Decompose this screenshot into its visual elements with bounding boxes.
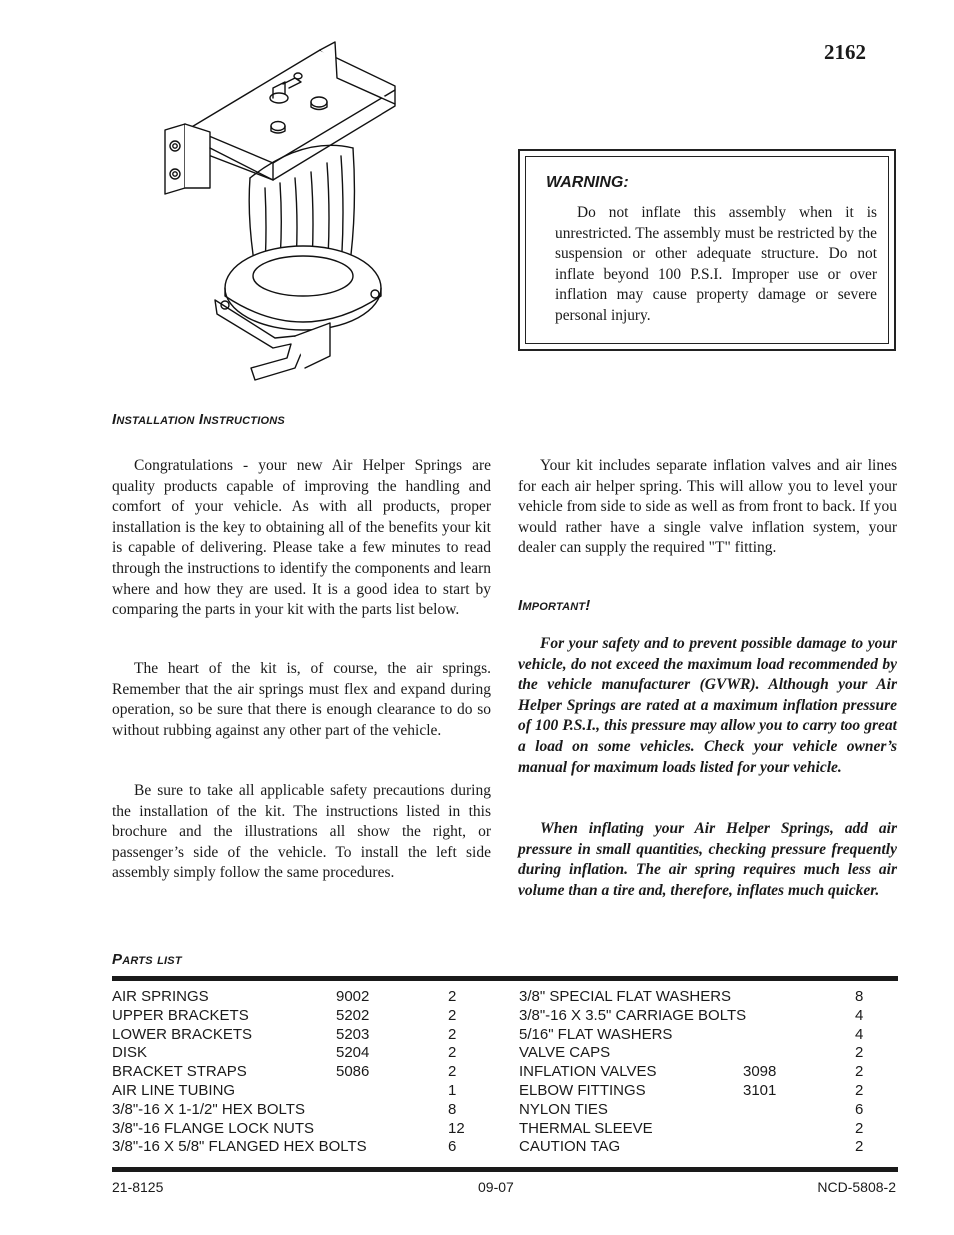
- parts-list-row: [112, 1138, 492, 1157]
- part-name: 3/8"-16 FLANGE LOCK NUTS: [112, 1119, 315, 1137]
- part-quantity: 4: [855, 1025, 864, 1043]
- part-number: 5086: [336, 1063, 370, 1081]
- installation-paragraph: Your kit includes separate inflation valves and air lines for each air helper spring. This will allow you to level your vehicle from side to side as well as from front to back. If you would rather have a single valve inflation system, your dealer can supply the required "T" fitting.: [518, 457, 897, 557]
- footer-form-number: 21-8125: [112, 1179, 164, 1195]
- part-name: DISK: [112, 1044, 148, 1062]
- parts-list-row: [519, 1026, 869, 1045]
- part-name: THERMAL SLEEVE: [519, 1119, 653, 1137]
- part-quantity: 2: [448, 1044, 457, 1062]
- document-number: 2162: [824, 40, 866, 64]
- part-name: 3/8"-16 X 3.5" CARRIAGE BOLTS: [519, 1006, 747, 1024]
- part-quantity: 8: [855, 988, 864, 1005]
- installation-paragraph: The heart of the kit is, of course, the air springs. Remember that the air springs must flex and expand during operation, so be sure that there is enough clearance to do so without rubbing against any other part of the vehicle.: [112, 660, 491, 739]
- part-quantity: 2: [855, 1119, 864, 1137]
- warning-text: Do not inflate this assembly when it is unrestricted. The assembly must be restricted by the suspension or other adequate structure. Do not inflate beyond 100 P.S.I. Improper use or over inflation may cause property damage or severe personal injury.: [555, 204, 877, 324]
- part-quantity: 6: [448, 1138, 457, 1156]
- important-paragraph: When inflating your Air Helper Springs, add air pressure in small quantities, checking pressure frequently during inflation. The air spring requires much less air volume than a tire and, therefore, inflates much quicker.: [518, 820, 897, 899]
- part-quantity: 2: [855, 1138, 864, 1156]
- part-quantity: 12: [448, 1119, 465, 1137]
- part-name: CAUTION TAG: [519, 1138, 621, 1156]
- footer-date: 09-07: [478, 1179, 514, 1195]
- important-heading: Important!: [518, 597, 591, 614]
- part-quantity: 2: [448, 1063, 457, 1081]
- parts-list-row: [519, 1082, 869, 1101]
- part-number: 3098: [743, 1063, 777, 1081]
- part-name: 3/8" SPECIAL FLAT WASHERS: [519, 988, 732, 1005]
- part-number: 3101: [743, 1081, 777, 1099]
- part-name: AIR LINE TUBING: [112, 1081, 236, 1099]
- part-name: 3/8"-16 X 1-1/2" HEX BOLTS: [112, 1100, 305, 1118]
- part-quantity: 6: [855, 1100, 864, 1118]
- part-name: BRACKET STRAPS: [112, 1063, 247, 1081]
- part-name: UPPER BRACKETS: [112, 1006, 249, 1024]
- part-quantity: 2: [855, 1063, 864, 1081]
- part-number: 9002: [336, 988, 370, 1005]
- part-name: NYLON TIES: [519, 1100, 608, 1118]
- part-name: VALVE CAPS: [519, 1044, 611, 1062]
- parts-list-row: [519, 1120, 869, 1139]
- parts-list-row: [112, 1063, 492, 1082]
- parts-list-right-column: [519, 988, 869, 1157]
- warning-title: WARNING:: [546, 174, 629, 191]
- part-number: 5204: [336, 1044, 370, 1062]
- part-quantity: 2: [448, 1025, 457, 1043]
- parts-list-row: [519, 1044, 869, 1063]
- part-quantity: 2: [855, 1081, 864, 1099]
- part-name: INFLATION VALVES: [519, 1063, 657, 1081]
- part-number: 5202: [336, 1006, 370, 1024]
- important-paragraph: For your safety and to prevent possible damage to your vehicle, do not exceed the maximum load recommended by the vehicle manufacturer (GVWR). Although your Air Helper Springs are rated at a maximum inflation pressure of 100 P.S.I., this pressure may allow you to carry too great a load on some vehicles. Check your vehicle owner’s manual for maximum loads listed for your vehicle.: [518, 635, 897, 776]
- part-name: AIR SPRINGS: [112, 988, 209, 1005]
- parts-list-row: [112, 1026, 492, 1045]
- part-quantity: 2: [448, 1006, 457, 1024]
- installation-paragraph: Congratulations - your new Air Helper Springs are quality products capable of improving the handling and comfort of your vehicle. As with all products, proper installation is the key to obtaining all of the benefits your kit is capable of delivering. Please take a few minutes to read through the instructions to identify the components and learn where and how they are used. It is a good idea to start by comparing the parts in your kit with the parts list below.: [112, 457, 491, 619]
- parts-list-row: [112, 1101, 492, 1120]
- parts-list-row: [519, 1138, 869, 1157]
- part-name: 3/8"-16 X 5/8" FLANGED HEX BOLTS: [112, 1138, 367, 1156]
- part-name: ELBOW FITTINGS: [519, 1081, 646, 1099]
- part-quantity: 4: [855, 1006, 864, 1024]
- parts-list-row: [112, 1082, 492, 1101]
- parts-list-heading: Parts list: [112, 951, 182, 968]
- installation-paragraph: Be sure to take all applicable safety precautions during the installation of the kit. The instructions listed in this brochure and the illustrations all show the right, or passenger’s side of the vehicle. To install the left side assembly simply follow the same procedures.: [112, 782, 491, 882]
- part-quantity: 8: [448, 1100, 457, 1118]
- parts-list-row: [519, 1101, 869, 1120]
- parts-list-bottom-rule: [112, 1167, 898, 1172]
- parts-list-row: [519, 988, 869, 1007]
- parts-list-row: [112, 1120, 492, 1139]
- part-number: 5203: [336, 1025, 370, 1043]
- air-spring-assembly-illustration: [155, 38, 415, 393]
- parts-list-row: [519, 1007, 869, 1026]
- installation-instructions-heading: Installation Instructions: [112, 411, 285, 428]
- parts-list-row: [112, 1007, 492, 1026]
- parts-list-top-rule: [112, 976, 898, 981]
- footer-document-code: NCD-5808-2: [817, 1179, 896, 1195]
- parts-list-row: [112, 1044, 492, 1063]
- warning-box-inner-border: [525, 156, 889, 344]
- part-quantity: 1: [448, 1081, 457, 1099]
- parts-list-row: [112, 988, 492, 1007]
- part-quantity: 2: [855, 1044, 864, 1062]
- part-quantity: 2: [448, 988, 457, 1005]
- parts-list-left-column: [112, 988, 492, 1157]
- part-name: LOWER BRACKETS: [112, 1025, 253, 1043]
- warning-box: [518, 149, 896, 351]
- part-name: 5/16" FLAT WASHERS: [519, 1025, 673, 1043]
- parts-list-row: [519, 1063, 869, 1082]
